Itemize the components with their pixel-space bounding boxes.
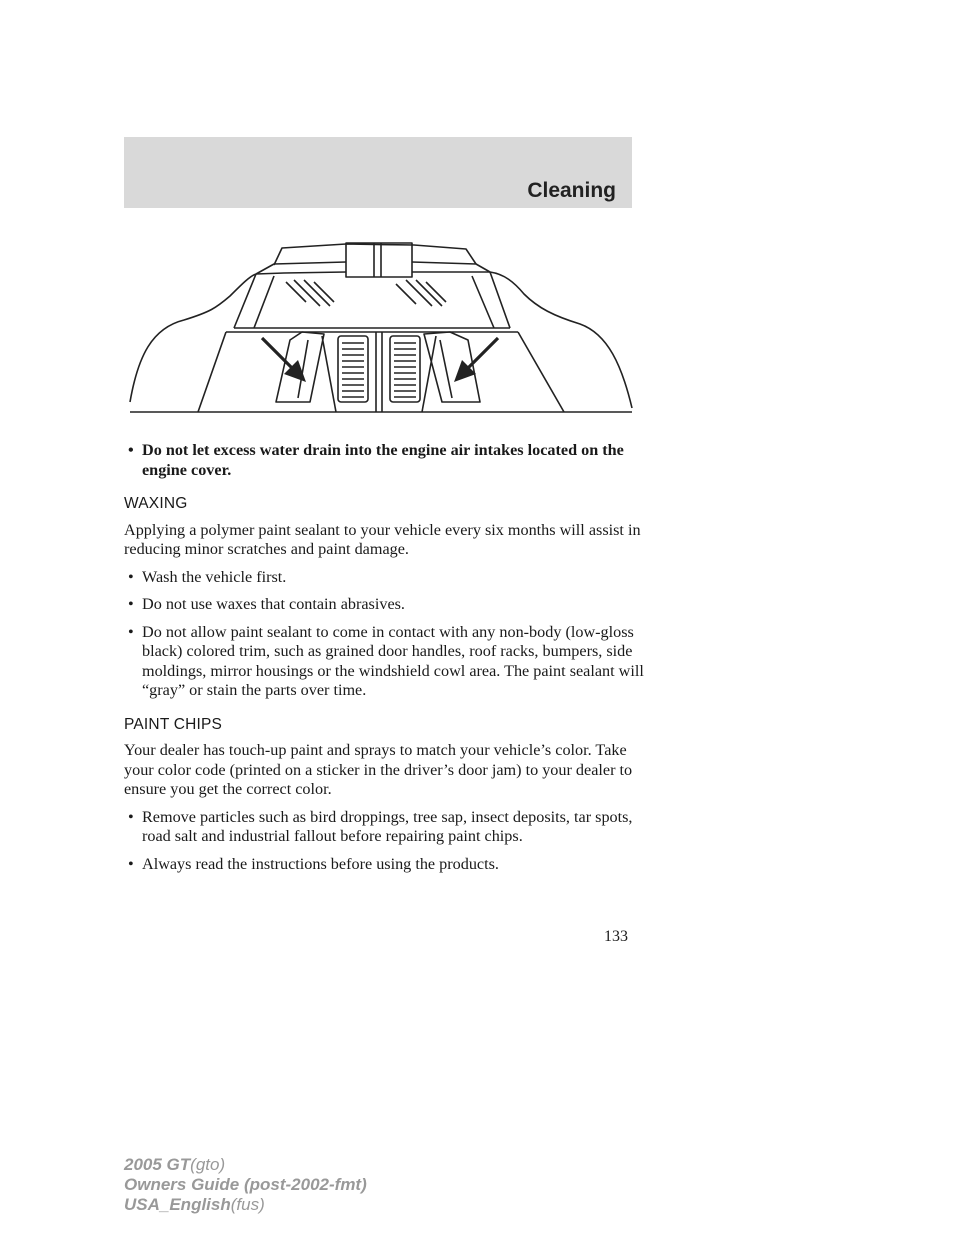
footer-guide: Owners Guide (post-2002-fmt) (124, 1175, 367, 1194)
paint-chips-intro: Your dealer has touch-up paint and sprays to match your vehicle’s color. Take your color code (printed on a sticker in the driver’s door jam) to your dealer to ensure you get the correct color. (124, 741, 633, 798)
waxing-heading: WAXING (124, 495, 188, 512)
paint-chips-bullet: • Remove particles such as bird droppings, tree sap, insect deposits, tar spots, road salt and industrial fallout before repairing paint chips. (124, 808, 644, 847)
waxing-bullet: • Do not allow paint sealant to come in contact with any non-body (low-gloss black) colored trim, such as grained door handles, roof racks, bumpers, side moldings, mirror housings or the windshield cowl area. The paint sealant will “gray” or stain the parts over time. (124, 623, 644, 701)
footer-language: USA_English (124, 1195, 231, 1214)
document-footer (124, 1155, 367, 1215)
footer-model-code: (gto) (190, 1155, 226, 1174)
section-header-band (124, 137, 632, 208)
page-content (124, 441, 644, 882)
footer-model: 2005 GT (124, 1155, 191, 1174)
engine-cover-air-intakes-illustration (124, 236, 636, 420)
waxing-bullet: • Wash the vehicle first. (124, 568, 644, 588)
intake-warning-bullet: • Do not let excess water drain into the engine air intakes located on the engine cover. (124, 441, 644, 480)
page-number: 133 (604, 928, 628, 945)
footer-language-code: (fus) (230, 1195, 265, 1214)
waxing-bullet: • Do not use waxes that contain abrasives. (124, 595, 644, 615)
section-title: Cleaning (527, 179, 616, 202)
right-arrow-icon (454, 338, 498, 382)
left-arrow-icon (262, 338, 306, 382)
paint-chips-bullet: • Always read the instructions before using the products. (124, 855, 644, 875)
paint-chips-heading: PAINT CHIPS (124, 715, 223, 733)
waxing-intro: Applying a polymer paint sealant to your vehicle every six months will assist in reducing minor scratches and paint damage. (124, 520, 641, 558)
